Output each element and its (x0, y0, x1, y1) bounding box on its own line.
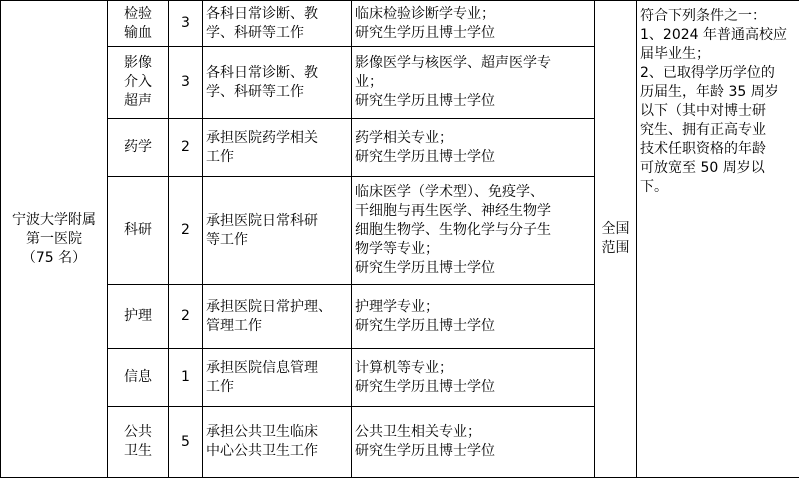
duty-cell (203, 349, 352, 407)
requirement-cell (352, 1, 595, 47)
requirement-line: 研究生学历且博士学位 (355, 259, 591, 278)
condition-line: 2、已取得学历学位的 (640, 64, 796, 83)
condition-line: 1、2024 年普通高校应 (640, 26, 796, 45)
headcount-cell: 5 (169, 407, 203, 478)
duty-cell (203, 285, 352, 349)
requirement-line: 药学相关专业； (355, 129, 591, 148)
headcount-cell: 3 (169, 47, 203, 119)
post-name-line: 输血 (124, 24, 152, 43)
requirement-line: 细胞生物学、生物化学与分子生 (355, 221, 591, 240)
duty-line: 承担医院药学相关 (206, 129, 348, 148)
requirement-line: 临床医学（学术型）、免疫学、 (355, 183, 591, 202)
employer-name-line: 第一医院 (4, 230, 104, 249)
duty-cell (203, 407, 352, 478)
duty-cell (203, 47, 352, 119)
condition-line: 究生、拥有正高专业 (640, 121, 796, 140)
condition-line: 届毕业生； (640, 45, 796, 64)
requirement-cell (352, 285, 595, 349)
employer-quota: （75 名） (4, 249, 104, 268)
condition-line: 可放宽至 50 周岁以 (640, 159, 796, 178)
duty-line: 工作 (206, 378, 348, 397)
duty-line: 承担公共卫生临床 (206, 423, 348, 442)
duty-line: 承担医院日常科研 (206, 212, 348, 231)
condition-line: 以下（其中对博士研 (640, 102, 796, 121)
condition-line: 下。 (640, 178, 796, 197)
post-cell (108, 407, 169, 478)
duty-line: 承担医院信息管理 (206, 359, 348, 378)
post-cell: 科研 (108, 177, 169, 285)
headcount-cell: 2 (169, 177, 203, 285)
headcount-cell: 2 (169, 119, 203, 177)
requirement-line: 计算机等专业； (355, 359, 591, 378)
requirement-line: 研究生学历且博士学位 (355, 148, 591, 167)
post-cell (108, 47, 169, 119)
headcount-cell: 3 (169, 1, 203, 47)
requirement-line: 研究生学历且博士学位 (355, 24, 591, 43)
headcount-cell: 2 (169, 285, 203, 349)
post-name-line: 公共 (124, 423, 152, 442)
employer-name-line: 宁波大学附属 (4, 211, 104, 230)
duty-line: 学、科研等工作 (206, 83, 348, 102)
requirement-line: 临床检验诊断学专业； (355, 5, 591, 24)
duty-line: 等工作 (206, 231, 348, 250)
headcount-cell: 1 (169, 349, 203, 407)
requirement-line: 研究生学历且博士学位 (355, 92, 591, 111)
duty-line: 学、科研等工作 (206, 24, 348, 43)
requirement-line: 业； (355, 73, 591, 92)
conditions-cell (637, 1, 799, 478)
requirement-line: 公共卫生相关专业； (355, 423, 591, 442)
post-cell: 护理 (108, 285, 169, 349)
post-name-line: 超声 (124, 92, 152, 111)
post-cell: 药学 (108, 119, 169, 177)
duty-line: 各科日常诊断、教 (206, 64, 348, 83)
range-line: 全国 (598, 220, 633, 239)
duty-line: 各科日常诊断、教 (206, 5, 348, 24)
requirement-cell (352, 407, 595, 478)
duty-line: 承担医院日常护理、 (206, 298, 348, 317)
post-cell (108, 1, 169, 47)
range-line: 范围 (598, 239, 633, 258)
requirement-line: 物学等专业； (355, 240, 591, 259)
recruitment-range-cell (595, 1, 637, 478)
requirement-line: 研究生学历且博士学位 (355, 317, 591, 336)
requirement-line: 护理学专业； (355, 298, 591, 317)
post-name-line: 卫生 (124, 442, 152, 461)
requirement-cell (352, 177, 595, 285)
employer-cell (1, 1, 108, 478)
requirement-line: 干细胞与再生医学、神经生物学 (355, 202, 591, 221)
duty-cell (203, 177, 352, 285)
post-cell: 信息 (108, 349, 169, 407)
table-row (1, 1, 799, 47)
duty-cell (203, 1, 352, 47)
requirement-cell (352, 47, 595, 119)
post-name-line: 检验 (124, 5, 152, 24)
duty-line: 管理工作 (206, 317, 348, 336)
requirement-cell (352, 349, 595, 407)
requirement-line: 研究生学历且博士学位 (355, 442, 591, 461)
duty-line: 中心公共卫生工作 (206, 442, 348, 461)
condition-line: 历届生，年龄 35 周岁 (640, 83, 796, 102)
post-name-line: 介入 (124, 73, 152, 92)
requirement-line: 研究生学历且博士学位 (355, 378, 591, 397)
requirement-cell (352, 119, 595, 177)
duty-cell (203, 119, 352, 177)
condition-line: 符合下列条件之一： (640, 7, 796, 26)
condition-line: 技术任职资格的年龄 (640, 140, 796, 159)
requirement-line: 影像医学与核医学、超声医学专 (355, 54, 591, 73)
post-name-line: 影像 (124, 54, 152, 73)
duty-line: 工作 (206, 148, 348, 167)
